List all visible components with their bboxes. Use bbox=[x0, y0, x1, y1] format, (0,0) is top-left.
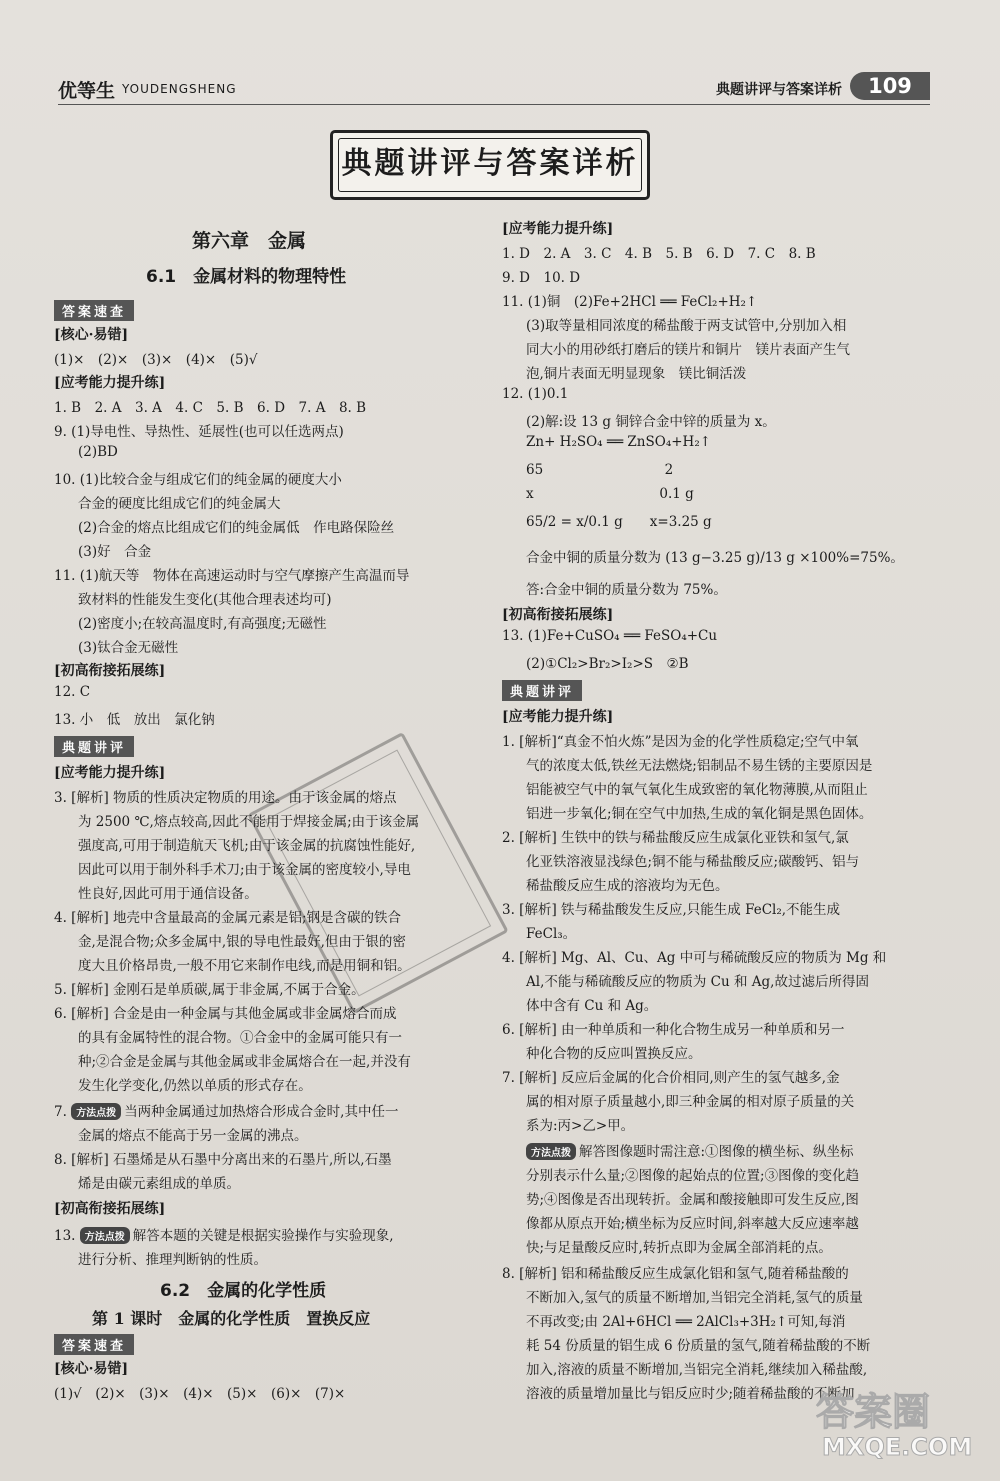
answer-line: (2)解:设 13 g 铜锌合金中锌的质量为 x。 bbox=[526, 414, 776, 430]
explain-line: 8. [解析] 铝和稀盐酸反应生成氯化铝和氢气,随着稀盐酸的 bbox=[502, 1266, 849, 1282]
explain-line: 种;②合金是金属与其他金属或非金属熔合在一起,并没有 bbox=[78, 1054, 411, 1070]
explain-line: 耗 54 份质量的铝生成 6 份质量的氢气,随着稀盐酸的不断 bbox=[526, 1338, 871, 1354]
section-title: 6.2 金属的化学性质 bbox=[160, 1281, 327, 1301]
lesson-title: 第 1 课时 金属的化学性质 置换反应 bbox=[92, 1309, 371, 1328]
explain-line: 铝能被空气中的氧气氧化生成致密的氧化物薄膜,从而阻止 bbox=[526, 782, 868, 798]
method-line: 进行分析、推理判断钠的性质。 bbox=[78, 1252, 267, 1268]
subheading: [初高衔接拓展练] bbox=[502, 607, 614, 623]
explain-line: 强度高,可用于制造航天飞机;由于该金属的抗腐蚀性能好, bbox=[78, 838, 416, 854]
explain-line: 不再改变;由 2Al+6HCl ══ 2AlCl₃+3H₂↑可知,每消 bbox=[526, 1314, 846, 1330]
explain-line: 种化合物的反应叫置换反应。 bbox=[526, 1046, 702, 1062]
method-line: 7. 方法点拨 当两种金属通过加热熔合形成合金时,其中任一 bbox=[54, 1104, 399, 1120]
subheading: [应考能力提升练] bbox=[54, 375, 166, 391]
equation-line: 65/2 = x/0.1 g x=3.25 g bbox=[526, 514, 712, 530]
brand-name: 优等生 bbox=[58, 80, 116, 102]
answer-line: 9. D 10. D bbox=[502, 270, 581, 286]
answer-line: (3)好 合金 bbox=[78, 544, 152, 560]
subheading: [核心·易错] bbox=[54, 1361, 129, 1377]
method-line: 13. 方法点拨 解答本题的关键是根据实验操作与实验现象, bbox=[54, 1228, 394, 1244]
explain-line: 6. [解析] 由一种单质和一种化合物生成另一种单质和另一 bbox=[502, 1022, 845, 1038]
explain-line: 烯是由碳元素组成的单质。 bbox=[78, 1176, 240, 1192]
answer-line: 13. (1)Fe+CuSO₄ ══ FeSO₄+Cu bbox=[502, 628, 718, 644]
method-line: 势;④图像是否出现转折。金属和酸接触即可发生反应,图 bbox=[526, 1192, 859, 1208]
answer-line: (1)√ (2)× (3)× (4)× (5)× (6)× (7)× bbox=[54, 1386, 346, 1402]
explain-line: 稀盐酸反应生成的溶液均为无色。 bbox=[526, 878, 729, 894]
answer-line: 13. 小 低 放出 氯化钠 bbox=[54, 712, 215, 728]
subheading: [应考能力提升练] bbox=[502, 221, 614, 237]
explain-line: 7. [解析] 反应后金属的化合价相同,则产生的氢气越多,金 bbox=[502, 1070, 840, 1086]
answer-line: 合金的硬度比组成它们的纯金属大 bbox=[78, 496, 281, 512]
method-badge: 方法点拨 bbox=[71, 1103, 121, 1120]
method-line: 方法点拨 解答图像题时需注意:①图像的横坐标、纵坐标 bbox=[526, 1140, 854, 1160]
title-banner bbox=[330, 130, 650, 200]
equation-line: 合金中铜的质量分数为 (13 g−3.25 g)/13 g ×100%=75%。 bbox=[526, 550, 904, 566]
explain-line: 5. [解析] 金刚石是单质碳,属于非金属,不属于合金。 bbox=[54, 982, 365, 998]
answer-line: (2)①Cl₂>Br₂>I₂>S ②B bbox=[526, 656, 689, 672]
answer-line: (2)BD bbox=[78, 444, 118, 460]
method-badge: 方法点拨 bbox=[526, 1143, 576, 1160]
explain-line: 加入,溶液的质量不断增加,当铝完全消耗,继续加入稀盐酸, bbox=[526, 1362, 868, 1378]
explain-line: 因此可以用于制外科手术刀;由于该金属的密度较小,导电 bbox=[78, 862, 411, 878]
answer-line: (3)取等量相同浓度的稀盐酸于两支试管中,分别加入相 bbox=[526, 318, 847, 334]
explain-line: 系为:丙>乙>甲。 bbox=[526, 1118, 635, 1134]
subheading: [初高衔接拓展练] bbox=[54, 663, 166, 679]
answer-line: 答:合金中铜的质量分数为 75%。 bbox=[526, 582, 727, 598]
answer-line: 1. B 2. A 3. A 4. C 5. B 6. D 7. A 8. B bbox=[54, 400, 367, 416]
subheading: [应考能力提升练] bbox=[502, 709, 614, 725]
page-number: 109 bbox=[850, 72, 930, 100]
watermark-logo: 答案圈 bbox=[816, 1390, 931, 1434]
explain-line: 6. [解析] 合金是由一种金属与其他金属或非金属熔合而成 bbox=[54, 1006, 397, 1022]
banner-title: 典题讲评与答案详析 bbox=[338, 138, 642, 192]
page-header bbox=[58, 74, 930, 105]
answer-line: 致材料的性能发生变化(其他合理表述均可) bbox=[78, 592, 332, 608]
answer-line: 9. (1)导电性、导热性、延展性(也可以任选两点) bbox=[54, 424, 344, 440]
equation-line: 65 2 bbox=[526, 462, 674, 478]
subheading: [核心·易错] bbox=[54, 327, 129, 343]
explain-line: 的具有金属特性的混合物。①合金中的金属可能只有一 bbox=[78, 1030, 402, 1046]
explain-line: 3. [解析] 铁与稀盐酸发生反应,只能生成 FeCl₂,不能生成 bbox=[502, 902, 841, 918]
section-tag: 典题讲评 bbox=[502, 680, 582, 701]
explain-line: 2. [解析] 生铁中的铁与稀盐酸反应生成氯化亚铁和氢气,氯 bbox=[502, 830, 849, 846]
explain-line: 金,是混合物;众多金属中,银的导电性最好,但由于银的密 bbox=[78, 934, 406, 950]
watermark-url: MXQE.COM bbox=[822, 1433, 973, 1461]
answer-line: (2)合金的熔点比组成它们的纯金属低 作电路保险丝 bbox=[78, 520, 395, 536]
equation-line: Zn+ H₂SO₄ ══ ZnSO₄+H₂↑ bbox=[526, 434, 712, 450]
header-title: 典题讲评与答案详析 bbox=[716, 82, 842, 98]
answer-line: 1. D 2. A 3. C 4. B 5. B 6. D 7. C 8. B bbox=[502, 246, 816, 262]
subheading: [初高衔接拓展练] bbox=[54, 1201, 166, 1217]
explain-line: 不断加入,氢气的质量不断增加,当铝完全消耗,氢气的质量 bbox=[526, 1290, 863, 1306]
answer-line: (2)密度小;在较高温度时,有高强度;无磁性 bbox=[78, 616, 327, 632]
explain-line: 溶液的质量增加量比与铝反应时少;随着稀盐酸的不断加 bbox=[526, 1386, 855, 1402]
section-tag: 典题讲评 bbox=[54, 736, 134, 757]
method-badge: 方法点拨 bbox=[80, 1227, 130, 1244]
explain-line: 4. [解析] 地壳中含量最高的金属元素是铝;钢是含碳的铁合 bbox=[54, 910, 402, 926]
explain-line: 体中含有 Cu 和 Ag。 bbox=[526, 998, 658, 1014]
answer-line: 11. (1)铜 (2)Fe+2HCl ══ FeCl₂+H₂↑ bbox=[502, 294, 758, 310]
explain-line: 度大且价格昂贵,一般不用它来制作电线,而是用铜和铝。 bbox=[78, 958, 411, 974]
watermark bbox=[816, 1381, 973, 1471]
answer-line: 10. (1)比较合金与组成它们的纯金属的硬度大小 bbox=[54, 472, 342, 488]
method-line: 快;与足量酸反应时,转折点即为金属全部消耗的点。 bbox=[526, 1240, 832, 1256]
chapter-title: 第六章 金属 bbox=[192, 230, 307, 252]
explain-line: 1. [解析]“真金不怕火炼”是因为金的化学性质稳定;空气中氧 bbox=[502, 734, 859, 750]
explain-line: 化亚铁溶液显浅绿色;铜不能与稀盐酸反应;碳酸钙、铝与 bbox=[526, 854, 860, 870]
explain-line: 属的相对原子质量越小,即三种金属的相对原子质量的关 bbox=[526, 1094, 855, 1110]
section-tag: 答案速查 bbox=[54, 1334, 134, 1355]
explain-line: 4. [解析] Mg、Al、Cu、Ag 中可与稀硫酸反应的物质为 Mg 和 bbox=[502, 950, 887, 966]
explain-line: 为 2500 ℃,熔点较高,因此不能用于焊接金属;由于该金属 bbox=[78, 814, 420, 830]
explain-line: Al,不能与稀硫酸反应的物质为 Cu 和 Ag,故过滤后所得固 bbox=[526, 974, 869, 990]
answer-line: 11. (1)航天等 物体在高速运动时与空气摩擦产生高温而导 bbox=[54, 568, 410, 584]
section-tag: 答案速查 bbox=[54, 300, 134, 321]
section-title: 6.1 金属材料的物理特性 bbox=[146, 267, 347, 287]
explain-line: 3. [解析] 物质的性质决定物质的用途。由于该金属的熔点 bbox=[54, 790, 397, 806]
answer-line: 12. C bbox=[54, 684, 91, 700]
answer-line: (3)钛合金无磁性 bbox=[78, 640, 179, 656]
explain-line: 气的浓度太低,铁丝无法燃烧;铝制品不易生锈的主要原因是 bbox=[526, 758, 873, 774]
method-line: 金属的熔点不能高于另一金属的沸点。 bbox=[78, 1128, 308, 1144]
answer-line: 12. (1)0.1 bbox=[502, 386, 569, 402]
equation-line: x 0.1 g bbox=[526, 486, 694, 502]
answer-line: (1)× (2)× (3)× (4)× (5)√ bbox=[54, 352, 258, 368]
brand-english: YOUDENGSHENG bbox=[122, 82, 237, 96]
explain-line: 性良好,因此可用于通信设备。 bbox=[78, 886, 258, 902]
explain-line: 铝进一步氧化;铜在空气中加热,生成的氧化铜是黑色固体。 bbox=[526, 806, 873, 822]
answer-line: 泡,铜片表面无明显现象 镁比铜活泼 bbox=[526, 366, 747, 382]
method-line: 分别表示什么量;②图像的起始点的位置;③图像的变化趋 bbox=[526, 1168, 860, 1184]
subheading: [应考能力提升练] bbox=[54, 765, 166, 781]
explain-line: 发生化学变化,仍然以单质的形式存在。 bbox=[78, 1078, 312, 1094]
method-line: 像都从原点开始;横坐标为反应时间,斜率越大反应速率越 bbox=[526, 1216, 859, 1232]
answer-line: 同大小的用砂纸打磨后的镁片和铜片 镁片表面产生气 bbox=[526, 342, 850, 358]
explain-line: 8. [解析] 石墨烯是从石墨中分离出来的石墨片,所以,石墨 bbox=[54, 1152, 392, 1168]
explain-line: FeCl₃。 bbox=[526, 926, 577, 942]
